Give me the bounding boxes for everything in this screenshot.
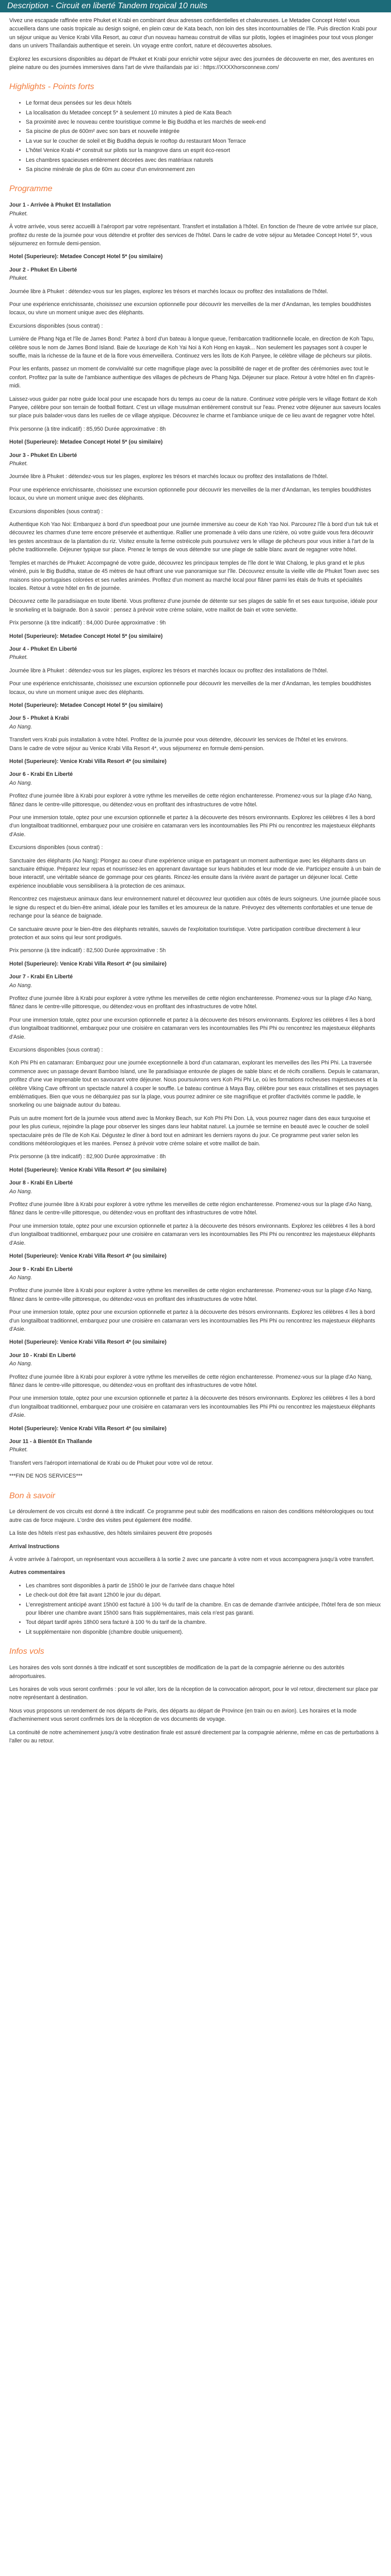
day-place: Ao Nang.	[9, 982, 32, 989]
day-text: Dans le cadre de votre séjour au Venice Krabi Villa Resort 4*, vous séjournerez en formule demi-pension.	[9, 745, 265, 752]
day-hotel: Hotel (Superieure): Venice Krabi Villa Resort 4* (ou similaire)	[9, 758, 167, 765]
arrival-text: À votre arrivée à l'aéroport, un représentant vous accueillera à la sortie 2 avec une pancarte à votre nom et vous accompagnera jusqu'à votre transfert.	[9, 1556, 374, 1563]
list-item: • Sa piscine de plus de 600m² avec son bars et nouvelle intégrée	[26, 127, 382, 135]
bon-text: La liste des hôtels n'est pas exhaustive, des hôtels similaires peuvent être proposés	[9, 1530, 213, 1537]
day-place: Ao Nang.	[9, 1188, 32, 1195]
day-text: Pour une expérience enrichissante, choisissez une excursion optionnelle pour découvrir les merveilles de la mer d'Andaman, les temples bouddhistes locaux, ou vivre un moment unique avec des éléphants.	[9, 681, 371, 696]
day-text: Pour une expérience enrichissante, choisissez une excursion optionnelle pour découvrir les merveilles de la mer d'Andaman, les temples bouddhistes locaux, ou vivre un moment unique avec des éléphants.	[9, 486, 371, 502]
day-title: Jour 7 - Krabi En Liberté	[9, 974, 73, 980]
list-item: • La localisation du Metadee concept 5* à seulement 10 minutes à pied de Kata Beach	[26, 109, 382, 117]
day-hotel: Hotel (Superieure): Metadee Concept Hotel 5* (ou similaire)	[9, 633, 163, 639]
other-comments-title: Autres commentaires	[9, 1569, 66, 1576]
bon-a-savoir-title: Bon à savoir	[9, 1491, 55, 1500]
day-place: Phuket.	[9, 210, 28, 217]
day-7	[9, 973, 382, 1174]
day-place: Ao Nang.	[9, 779, 32, 786]
day-10	[9, 1351, 382, 1433]
arrival-title: Arrival Instructions	[9, 1543, 60, 1550]
day-text: Ce sanctuaire œuvre pour le bien-être des éléphants retraités, sauvés de l'exploitation touristique. Votre participation contribue directement à leur protection et aux soins qui leur sont prodigués.	[9, 926, 361, 941]
list-item: • Les chambres spacieuses entièrement décorées avec des matériaux naturels	[26, 156, 382, 164]
day-title: Jour 11 - à Bientôt En Thaïlande	[9, 1438, 92, 1445]
day-text: Pour les enfants, passez un moment de convivialité sur cette magnifique plage avec la possibilité de nager et de profiter des cérémonies avec tout le confort. Profitez par la suite de l'ambiance authentique des villages de pêcheurs de Phang Nga. Déjeuner sur place. Retour à votre hôtel en fin d'après-midi.	[9, 366, 375, 389]
day-6	[9, 770, 382, 968]
list-item: • L'enregistrement anticipé avant 15h00 est facturé à 100 % du tarif de la chambre. En cas de demande d'arrivée anticipée, l'hôtel fera de son mieux pour libérer une chambre avant 15h00 sans frais supplémentaires, mais cela n'est pas garanti.	[26, 1601, 382, 1618]
day-text: Pour une immersion totale, optez pour une excursion optionnelle et partez à la découverte des trésors environnants. Explorez les célèbres 4 îles à bord d'un longtailboat traditionnel, embarquez pour une croisière en catamaran vers les incontournables îles Phi Phi ou rencontrez les majestueux éléphants d'Asie.	[9, 815, 376, 838]
day-place: Phuket.	[9, 275, 28, 282]
day-title: Jour 10 - Krabi En Liberté	[9, 1352, 76, 1359]
day-text: Journée libre à Phuket : détendez-vous sur les plages, explorez les trésors et marchés locaux ou profitez des installations de l'hôtel.	[9, 288, 328, 295]
day-text: Profitez d'une journée libre à Krabi pour explorer à votre rythme les merveilles de cette région enchanteresse. Promenez-vous sur la plage d'Ao Nang, flânez dans le centre-ville pittoresque, ou détendez-vous en profitant des infrastructures de votre hôtel.	[9, 1374, 372, 1388]
day-price: Prix personne (à titre indicatif) : 82,500 Durée approximative : 5h	[9, 947, 166, 954]
list-item: • Les chambres sont disponibles à partir de 15h00 le jour de l'arrivée dans chaque hôtel	[26, 1582, 382, 1590]
day-text: Puis un autre moment fort de la journée vous attend avec la Monkey Beach, sur Koh Phi Phi Don. Là, vous pourrez nager dans des eaux turquoise et pour les plus curieux, rejoindre la plage pour observer les singes dans leur habitat naturel. La journée se termine en beauté avec le coucher de soleil spectaculaire près de l'île de Koh Kai. Dégustez le dîner à bord tout en admirant les derniers rayons du jour. Ce programme peut varier selon les conditions météorologiques et les marées. Pensez à prévoir votre crème solaire et votre maillot de bain.	[9, 1115, 370, 1147]
day-title: Jour 1 - Arrivée à Phuket Et Installation	[9, 202, 111, 209]
day-place: Phuket.	[9, 654, 28, 661]
day-4	[9, 645, 382, 709]
day-text: Pour une immersion totale, optez pour une excursion optionnelle et partez à la découverte des trésors environnants. Explorez les célèbres 4 îles à bord d'un longtailboat traditionnel, embarquez pour une croisière en catamaran vers les incontournables îles Phi Phi ou rencontrez les majestueux éléphants d'Asie.	[9, 1395, 376, 1419]
day-title: Jour 9 - Krabi En Liberté	[9, 1266, 73, 1273]
day-text: Profitez d'une journée libre à Krabi pour explorer à votre rythme les merveilles de cette région enchanteresse. Promenez-vous sur la plage d'Ao Nang, flânez dans le centre-ville pittoresque, ou détendez-vous en profitant des infrastructures de votre hôtel.	[9, 995, 372, 1010]
intro-text: Vivez une escapade raffinée entre Phuket et Krabi en combinant deux adresses confidentielles et chaleureuses. Le Metadee Concept Hotel vous accueillera dans une oasis tropicale au design soigné, en plein cœur de Kata beach, non loin des sites incontournables de l'île. Puis direction Krabi pour un séjour unique au Venice Krabi Villa Resort, au cœur d'un nouveau hameau construit de villas sur pilotis, logées et imaginées pour tout vous plonger dans un univers Thaïlandais authentique et serein. Un voyage entre confort, nature et découvertes absolues.	[9, 18, 377, 49]
day-text: Profitez d'une journée libre à Krabi pour explorer à votre rythme les merveilles de cette région enchanteresse. Promenez-vous sur la plage d'Ao Nang, flânez dans le centre-ville pittoresque, ou détendez-vous en profitant des infrastructures de votre hôtel.	[9, 1287, 372, 1302]
end-of-services: ***FIN DE NOS SERVICES***	[9, 1473, 83, 1480]
day-text: Profitez d'une journée libre à Krabi pour explorer à votre rythme les merveilles de cette région enchanteresse. Promenez-vous sur la plage d'Ao Nang, flânez dans le centre-ville pittoresque, ou détendez-vous en profitant des infrastructures de votre hôtel.	[9, 1201, 372, 1216]
day-text: Transfert vers l'aéroport international de Krabi ou de Phuket pour votre vol de retour.	[9, 1460, 213, 1466]
day-place: Ao Nang.	[9, 723, 32, 730]
list-item: • Le format deux pensées sur les deux hôtels	[26, 99, 382, 107]
day-title: Jour 5 - Phuket à Krabi	[9, 715, 69, 722]
day-text: Temples et marchés de Phuket: Accompagné de votre guide, découvrez les principaux temples de l'île dont le Wat Chalong, le plus grand et le plus vénéré, puis le Big Buddha, statue de 45 mètres de haut offrant une vue panoramique sur l'île. Découvrez ensuite la vieille ville de Phuket Town avec ses maisons sino-portugaises colorées et ses ruelles animées. Profitez d'un moment au marché local pour flâner parmi les étals de fruits et spécialités locales. Retour à votre hôtel en fin de journée.	[9, 560, 380, 591]
day-3	[9, 451, 382, 640]
day-text: Lumière de Phang Nga et l'île de James Bond: Partez à bord d'un bateau à longue queue, l'embarcation traditionnelle locale, en direction de Koh Tapu, célèbre sous le nom de James Bond Island. Baie de luxuriage de Koh Yai Noi à Koh Hong en kayak... Non seulement les paysages sont à couper le souffle, mais la richesse de la faune et de la flore vous émerveillera. Continuez vers les îlots de Koh Panyee, le célèbre village de pêcheurs sur pilotis.	[9, 336, 374, 359]
infos-text: Les horaires des vols sont donnés à titre indicatif et sont susceptibles de modification de la part de la compagnie aérienne ou des autorités aéroportuaires.	[9, 1665, 345, 1680]
day-9	[9, 1265, 382, 1347]
day-hotel: Hotel (Superieure): Venice Krabi Villa Resort 4* (ou similaire)	[9, 1166, 167, 1173]
day-hotel: Hotel (Superieure): Venice Krabi Villa Resort 4* (ou similaire)	[9, 1425, 167, 1432]
day-text: Profitez d'une journée libre à Krabi pour explorer à votre rythme les merveilles de cette région enchanteresse. Promenez-vous sur la plage d'Ao Nang, flânez dans le centre-ville pittoresque, ou détendez-vous en profitant des infrastructures de votre hôtel.	[9, 793, 372, 808]
day-text: Pour une expérience enrichissante, choisissez une excursion optionnelle pour découvrir les merveilles de la mer d'Andaman, les temples bouddhistes locaux, ou vivre un moment unique avec des éléphants.	[9, 301, 371, 316]
day-hotel: Hotel (Superieure): Metadee Concept Hotel 5* (ou similaire)	[9, 702, 163, 708]
list-item: • Le check-out doit être fait avant 12h00 le jour du départ.	[26, 1591, 382, 1599]
day-place: Ao Nang.	[9, 1274, 32, 1281]
day-price: Prix personne (à titre indicatif) : 85,950 Durée approximative : 8h	[9, 426, 166, 432]
day-title: Jour 2 - Phuket En Liberté	[9, 266, 77, 273]
day-5	[9, 714, 382, 766]
day-text: Pour une immersion totale, optez pour une excursion optionnelle et partez à la découverte des trésors environnants. Explorez les célèbres 4 îles à bord d'un longtailboat traditionnel, embarquez pour une croisière en catamaran vers les incontournables îles Phi Phi ou rencontrez les majestueux éléphants d'Asie.	[9, 1016, 376, 1040]
list-item: • Tout départ tardif après 18h00 sera facturé à 100 % du tarif de la chambre.	[26, 1618, 382, 1626]
day-price: Prix personne (à titre indicatif) : 84,000 Durée approximative : 9h	[9, 620, 166, 626]
day-hotel: Hotel (Superieure): Venice Krabi Villa Resort 4* (ou similaire)	[9, 1253, 167, 1260]
day-place: Ao Nang.	[9, 1361, 32, 1367]
page-title: Description - Circuit en liberté Tandem tropical 10 nuits	[0, 0, 391, 12]
day-place: Phuket.	[9, 1447, 28, 1453]
list-item: • Sa proximité avec le nouveau centre touristique comme le Big Buddha et les marchés de week-end	[26, 118, 382, 126]
day-price: Prix personne (à titre indicatif) : 82,900 Durée approximative : 8h	[9, 1154, 166, 1160]
list-item: • Lit supplémentaire non disponible (chambre double uniquement).	[26, 1628, 382, 1636]
day-text: Pour une immersion totale, optez pour une excursion optionnelle et partez à la découverte des trésors environnants. Explorez les célèbres 4 îles à bord d'un longtailboat traditionnel, embarquez pour une croisière en catamaran vers les incontournables îles Phi Phi ou rencontrez les majestueux éléphants d'Asie.	[9, 1309, 376, 1332]
intro-excursions: Explorez les excursions disponibles au départ de Phuket et Krabi pour enrichir votre séjour avec des journées de découverte en mer, des aventures en pleine nature ou des journées immersives dans l'art de vivre thaïlandais par ici : https://XXXXhorsconnexe.com/	[9, 56, 374, 71]
day-title: Jour 6 - Krabi En Liberté	[9, 771, 73, 778]
day-text: Excursions disponibles (sous contrat) :	[9, 323, 103, 329]
day-text: Excursions disponibles (sous contrat) :	[9, 508, 103, 515]
day-2	[9, 266, 382, 447]
comments-list	[9, 1582, 382, 1636]
day-hotel: Hotel (Superieure): Venice Krabi Villa Resort 4* (ou similaire)	[9, 960, 167, 967]
day-place: Phuket.	[9, 461, 28, 467]
day-title: Jour 4 - Phuket En Liberté	[9, 646, 77, 652]
day-text: Rencontrez ces majestueux animaux dans leur environnement naturel et découvrez leur quotidien aux côtés de leurs soigneurs. Une journée placée sous le signe du respect et du bien-être animal, idéale pour les familles et les amoureux de la nature. Prévoyez des vêtements confortables et une tenue de rechange pour la séance de baignade.	[9, 896, 381, 920]
bon-text: Le déroulement de vos circuits est donné à titre indicatif. Ce programme peut subir des modifications en raison des conditions météorologiques ou tout autre cas de force majeure. L'ordre des visites peut également être modifié.	[9, 1509, 374, 1523]
day-11	[9, 1437, 382, 1481]
day-text: Sanctuaire des éléphants (Ao Nang): Plongez au coeur d'une expérience unique en partageant un moment authentique avec les éléphants dans un sanctuaire éthique. Préparez leur repas et nourrissez-les en apprenant davantage sur leurs habitudes et leur mode de vie. Participez ensuite à un bain de boue interactif, une véritable séance de gommage pour ces géants. Rincez-les ensuite dans la rivière avant de partager un déjeuner local. Cette expérience inoubliable vous sensibilisera à la protection de ces animaux.	[9, 857, 381, 889]
day-1	[9, 201, 382, 261]
list-item: • L'hôtel Venice Krabi 4* construit sur pilotis sur la mangrove dans un esprit éco-resort	[26, 146, 382, 155]
day-8	[9, 1179, 382, 1260]
day-text: Transfert vers Krabi puis installation à votre hôtel. Profitez de la journée pour vous détendre, découvrir les services de l'hôtel et les environs.	[9, 737, 348, 743]
day-title: Jour 8 - Krabi En Liberté	[9, 1180, 73, 1187]
day-text: Laissez-vous guider par notre guide local pour une escapade hors du temps au coeur de la nature. Continuez votre périple vers le village flottant de Koh Panyee, célèbre pour son terrain de football flottant. C'est un village musulman entièrement construit sur l'eau. Prenez votre déjeuner aux saveurs locales sur place puis balader-vous dans les ruelles de ce village atypique. Découvrez le charme et l'ambiance unique de ce lieu avant de regagner votre hôtel.	[9, 396, 381, 419]
day-text: Journée libre à Phuket : détendez-vous sur les plages, explorez les trésors et marchés locaux ou profitez des installations de l'hôtel.	[9, 667, 328, 674]
infos-text: Nous vous proposons un rendement de nos départs de Paris, des départs au départ de Province (en train ou en avion). Les horaires et la mode d'acheminement vous seront confirmés lors de la réception de vos documents de voyage.	[9, 1707, 357, 1723]
day-text: À votre arrivée, vous serez accueilli à l'aéroport par votre représentant. Transfert et installation à l'hôtel. En fonction de l'heure de votre arrivée sur place, profitez du reste de la journée pour vous détendre et profiter des services de l'hôtel. Dans le cadre de votre séjour au Metadee Concept Hotel 5*, vous séjournerez en formule demi-pension.	[9, 224, 378, 247]
day-text: Excursions disponibles (sous contrat) :	[9, 844, 103, 851]
day-text: Koh Phi Phi en catamaran: Embarquez pour une journée exceptionnelle à bord d'un catamaran, explorant les merveilles des îles Phi Phi. La traversée commence avec un passage devant Bamboo Island, une île paradisiaque entourée de plages de sable blanc et de récifs coralliens. Depuis le catamaran, profitez d'une vue imprenable tout en savourant votre déjeuner. Nous poursuivrons vers Koh Phi Phi Le, où les formations rocheuses majestueuses et la célèbre Viking Cave offriront un spectacle naturel à couper le souffle. Le bateau continue à Maya Bay, célèbre pour ses eaux cristallines et ses paysages emblématiques. Bien que vous ne débarquiez pas sur la plage, vous pourrez admirer ce site magnifique et profiter d'activités comme le paddle, le snorkeling ou une baignade autour du bateau.	[9, 1060, 380, 1109]
programme-title: Programme	[9, 184, 53, 194]
infos-text: La continuité de notre acheminement jusqu'à votre destination finale est assuré directement par la compagnie aérienne, même en cas de perturbations à l'aller ou au retour.	[9, 1729, 379, 1744]
infos-text: Les horaires de vols vous seront confirmés : pour le vol aller, lors de la réception de la convocation aéroport, pour le vol retour, directement sur place par notre représentant à destination.	[9, 1686, 378, 1701]
day-text: Découvrez cette île paradisiaque en toute liberté. Vous profiterez d'une journée de détente sur ses plages de sable fin et ses eaux turquoise, idéale pour le snorkeling et la baignade. Bon à savoir : pensez à prévoir votre crème solaire, votre maillot de bain et votre serviette.	[9, 598, 378, 613]
highlights-title: Highlights - Points forts	[9, 82, 94, 92]
day-text: Authentique Koh Yao Noi: Embarquez à bord d'un speedboat pour une journée immersive au coeur de Koh Yao Noi. Parcourez l'île à bord d'un tuk tuk et découvrez les charmes d'une terre encore préservée et authentique. Rallier une promenade à vélo dans une rizière, où votre guide vous fera découvrir les gestes ancestraux de la plantation du riz. Visitez ensuite la ferme ostréicole puis poursuivez vers le village de pêcheurs pour vous initier à l'art de la pêche traditionnelle. Déjeuner typique sur place. Prenez le temps de vous détendre sur une plage de sable blanc avant de regagner votre hôtel.	[9, 521, 378, 553]
day-hotel: Hotel (Superieure): Metadee Concept Hotel 5* (ou similaire)	[9, 253, 163, 260]
day-hotel: Hotel (Superieure): Metadee Concept Hotel 5* (ou similaire)	[9, 439, 163, 446]
day-text: Excursions disponibles (sous contrat) :	[9, 1046, 103, 1053]
day-hotel: Hotel (Superieure): Venice Krabi Villa Resort 4* (ou similaire)	[9, 1339, 167, 1346]
day-text: Pour une immersion totale, optez pour une excursion optionnelle et partez à la découverte des trésors environnants. Explorez les célèbres 4 îles à bord d'un longtailboat traditionnel, embarquez pour une croisière en catamaran vers les incontournables îles Phi Phi ou rencontrez les majestueux éléphants d'Asie.	[9, 1223, 376, 1246]
list-item: • La vue sur le coucher de soleil et Big Buddha depuis le rooftop du restaurant Moon Terrace	[26, 137, 382, 145]
day-text: Journée libre à Phuket : détendez-vous sur les plages, explorez les trésors et marchés locaux ou profitez des installations de l'hôtel.	[9, 473, 328, 480]
infos-vols-title: Infos vols	[9, 1647, 44, 1656]
highlights-list	[9, 99, 382, 174]
day-title: Jour 3 - Phuket En Liberté	[9, 452, 77, 459]
list-item: • Sa piscine minérale de plus de 60m au coeur d'un environnement zen	[26, 165, 382, 174]
